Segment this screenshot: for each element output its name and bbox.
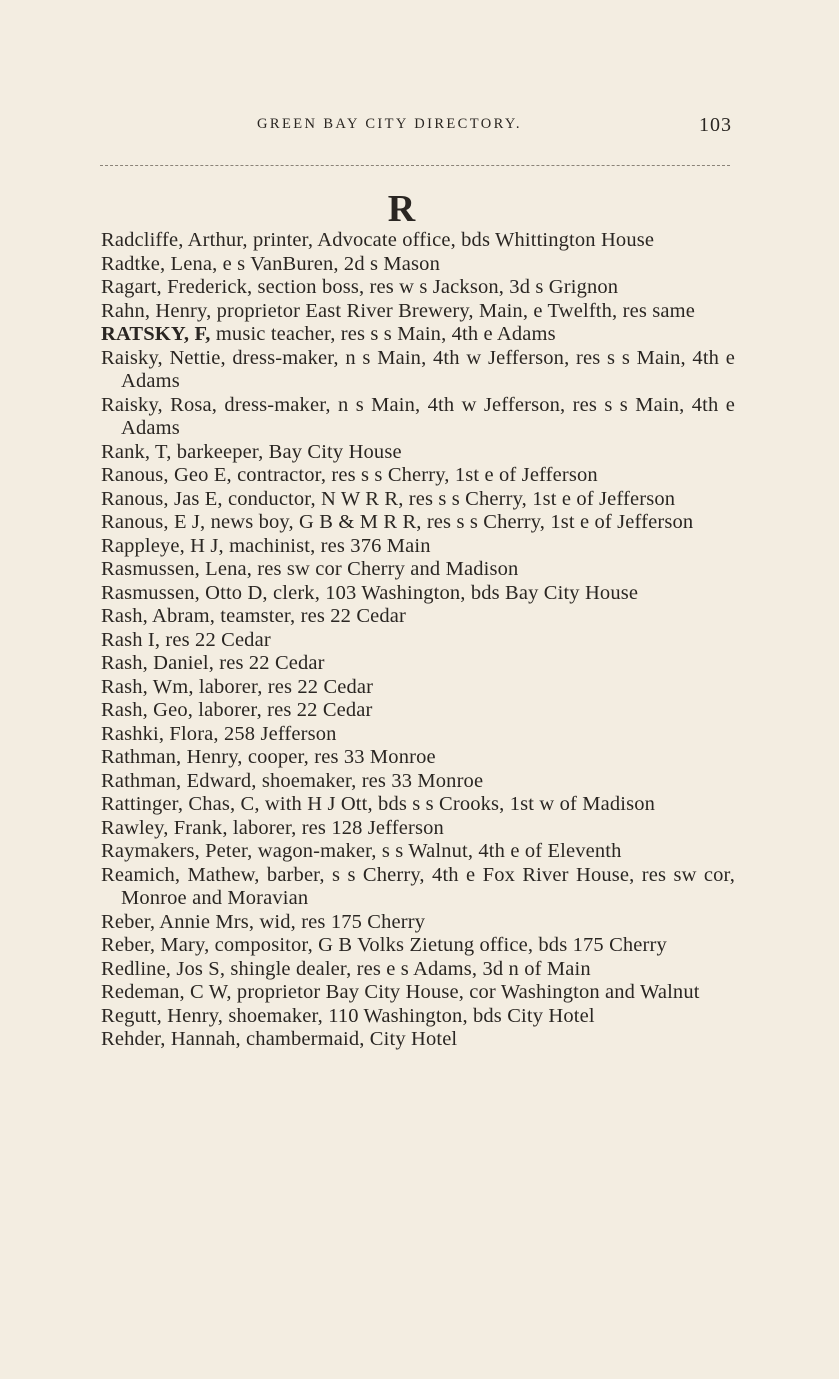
directory-entry bbox=[101, 1005, 735, 1029]
directory-entry bbox=[101, 511, 735, 535]
entry-name: Ranous, bbox=[101, 487, 169, 510]
entry-details: Daniel, res 22 Cedar bbox=[147, 652, 325, 674]
entry-name: RATSKY, F, bbox=[101, 323, 211, 345]
directory-entry bbox=[101, 840, 735, 864]
entry-name: Rawley, bbox=[101, 816, 169, 839]
directory-entry bbox=[101, 770, 735, 794]
directory-entry bbox=[101, 864, 735, 911]
directory-entries bbox=[101, 229, 735, 1052]
section-letter: R bbox=[387, 188, 417, 230]
entry-name: Rashki, bbox=[101, 722, 165, 745]
entry-name: Rappleye, bbox=[101, 534, 185, 557]
entry-details: Annie Mrs, wid, res 175 Cherry bbox=[155, 910, 426, 933]
entry-details: H J, machinist, res 376 Main bbox=[184, 534, 431, 557]
entry-details: Henry, proprietor East River Brewery, Main, e Twelfth, res same bbox=[150, 299, 695, 322]
entry-details: I, res 22 Cedar bbox=[142, 628, 271, 651]
entry-name: Rehder, bbox=[101, 1028, 166, 1050]
entry-name: Raisky, bbox=[101, 393, 163, 416]
entry-details: Rosa, dress-maker, n s Main, 4th w Jefferson, res s s Main, 4th e Adams bbox=[121, 393, 735, 439]
entry-details: Mathew, barber, s s Cherry, 4th e Fox River House, res sw cor, Monroe and Moravian bbox=[121, 863, 735, 909]
entry-details: Lena, e s VanBuren, 2d s Mason bbox=[165, 252, 440, 275]
entry-details: Frank, laborer, res 128 Jefferson bbox=[168, 816, 444, 839]
entry-name: Rattinger, bbox=[101, 793, 184, 815]
running-title: GREEN BAY CITY DIRECTORY. bbox=[257, 116, 522, 132]
entry-name: Rasmussen, bbox=[101, 558, 200, 580]
page-header bbox=[100, 116, 732, 142]
entry-details: Nettie, dress-maker, n s Main, 4th w Jefferson, res s s Main, 4th e Adams bbox=[121, 346, 735, 392]
directory-entry bbox=[101, 253, 735, 277]
directory-entry bbox=[101, 911, 735, 935]
directory-entry bbox=[101, 558, 735, 582]
entry-details: Edward, shoemaker, res 33 Monroe bbox=[181, 769, 484, 792]
entry-name: Rahn, bbox=[101, 299, 151, 322]
directory-entry bbox=[101, 934, 735, 958]
entry-details: Jas E, conductor, N W R R, res s s Cherry, 1st e of Jefferson bbox=[168, 487, 676, 510]
entry-details: Peter, wagon-maker, s s Walnut, 4th e of Eleventh bbox=[199, 840, 622, 862]
entry-details: Jos S, shingle dealer, res e s Adams, 3d n of Main bbox=[171, 957, 591, 980]
entry-details: T, barkeeper, Bay City House bbox=[150, 440, 402, 463]
directory-entry bbox=[101, 793, 735, 817]
directory-entry bbox=[101, 347, 735, 394]
entry-name: Ragart, bbox=[101, 276, 162, 298]
entry-name: Raisky, bbox=[101, 346, 163, 369]
entry-details: Mary, compositor, G B Volks Zietung office, bds 175 Cherry bbox=[155, 934, 667, 956]
directory-entry bbox=[101, 981, 735, 1005]
directory-entry bbox=[101, 699, 735, 723]
entry-name: Rash, bbox=[101, 652, 148, 674]
directory-entry bbox=[101, 676, 735, 700]
directory-entry bbox=[101, 441, 735, 465]
entry-name: Ranous, bbox=[101, 511, 169, 533]
entry-name: Rathman, bbox=[101, 769, 182, 792]
directory-entry bbox=[101, 535, 735, 559]
entry-name: Reamich, bbox=[101, 863, 181, 886]
entry-details: E J, news boy, G B & M R R, res s s Cherry, 1st e of Jefferson bbox=[168, 511, 694, 533]
entry-name: Reber, bbox=[101, 934, 156, 956]
entry-details: Wm, laborer, res 22 Cedar bbox=[147, 675, 374, 698]
directory-entry bbox=[101, 276, 735, 300]
entry-name: Rank, bbox=[101, 440, 151, 463]
entry-name: Ranous, bbox=[101, 464, 169, 486]
directory-entry bbox=[101, 323, 735, 347]
entry-details: music teacher, res s s Main, 4th e Adams bbox=[210, 323, 556, 345]
entry-name: Rathman, bbox=[101, 746, 182, 768]
entry-details: Hannah, chambermaid, City Hotel bbox=[165, 1028, 458, 1050]
entry-name: Regutt, bbox=[101, 1004, 162, 1027]
entry-name: Rash bbox=[101, 628, 143, 651]
entry-name: Radtke, bbox=[101, 252, 166, 275]
header-rule bbox=[100, 165, 730, 166]
page-number: 103 bbox=[699, 114, 732, 136]
entry-name: Rash, bbox=[101, 675, 148, 698]
entry-details: Frederick, section boss, res w s Jackson, 3d s Grignon bbox=[161, 276, 619, 298]
entry-details: Flora, 258 Jefferson bbox=[164, 722, 337, 745]
entry-details: Abram, teamster, res 22 Cedar bbox=[147, 605, 407, 627]
directory-entry bbox=[101, 605, 735, 629]
entry-details: Geo, laborer, res 22 Cedar bbox=[147, 699, 373, 721]
entry-details: Chas, C, with H J Ott, bds s s Crooks, 1st w of Madison bbox=[183, 793, 656, 815]
directory-entry bbox=[101, 817, 735, 841]
entry-name: Reber, bbox=[101, 910, 156, 933]
directory-entry bbox=[101, 958, 735, 982]
directory-entry bbox=[101, 300, 735, 324]
directory-entry bbox=[101, 723, 735, 747]
entry-name: Redline, bbox=[101, 957, 172, 980]
entry-name: Raymakers, bbox=[101, 840, 200, 862]
directory-entry bbox=[101, 582, 735, 606]
entry-name: Rasmussen, bbox=[101, 581, 200, 604]
directory-entry bbox=[101, 629, 735, 653]
directory-entry bbox=[101, 1028, 735, 1052]
entry-details: Henry, cooper, res 33 Monroe bbox=[181, 746, 436, 768]
entry-details: Otto D, clerk, 103 Washington, bds Bay City House bbox=[199, 581, 639, 604]
directory-entry bbox=[101, 652, 735, 676]
entry-name: Rash, bbox=[101, 605, 148, 627]
entry-name: Radcliffe, bbox=[101, 229, 184, 251]
entry-details: Arthur, printer, Advocate office, bds Whittington House bbox=[183, 229, 655, 251]
entry-details: Geo E, contractor, res s s Cherry, 1st e of Jefferson bbox=[168, 464, 598, 486]
directory-entry bbox=[101, 488, 735, 512]
directory-entry bbox=[101, 746, 735, 770]
directory-entry bbox=[101, 394, 735, 441]
entry-details: C W, proprietor Bay City House, cor Washington and Walnut bbox=[184, 981, 700, 1003]
entry-name: Rash, bbox=[101, 699, 148, 721]
directory-entry bbox=[101, 464, 735, 488]
entry-details: Henry, shoemaker, 110 Washington, bds City Hotel bbox=[161, 1004, 595, 1027]
entry-name: Redeman, bbox=[101, 981, 185, 1003]
entry-details: Lena, res sw cor Cherry and Madison bbox=[199, 558, 519, 580]
directory-entry bbox=[101, 229, 735, 253]
